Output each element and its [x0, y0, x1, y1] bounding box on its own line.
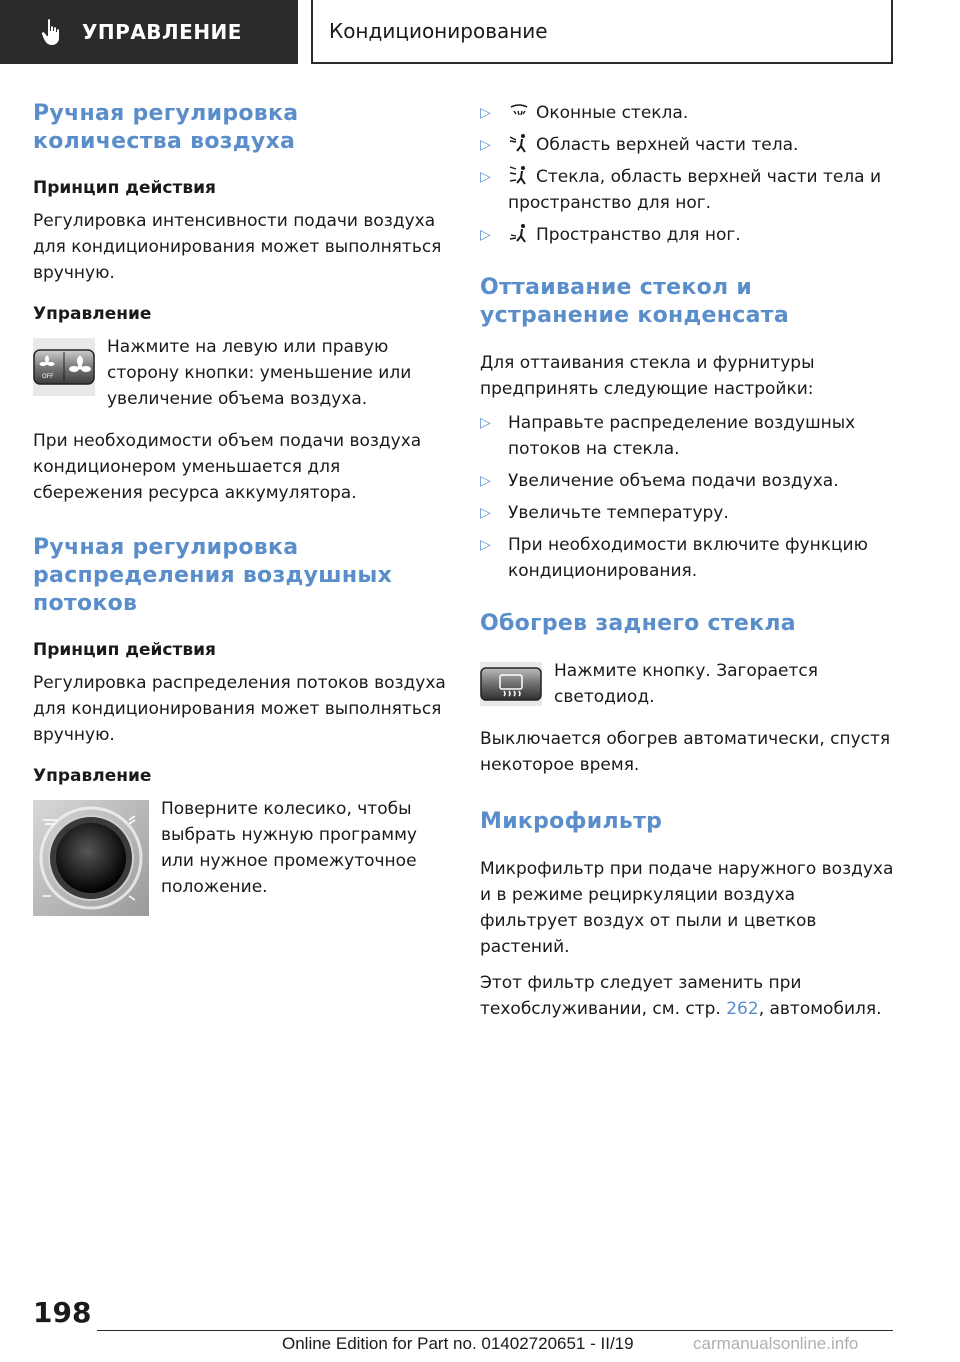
header-chapter-box: [311, 0, 893, 64]
list-item: ▷ При необходимости включите функцию кондиционирования.: [480, 532, 898, 584]
list-item: ▷ Стекла, область верхней части тела и пространство для ног.: [480, 164, 898, 216]
rear-window-heating-button-image: [480, 662, 542, 706]
triangle-bullet-icon: ▷: [480, 505, 491, 521]
upper-body-icon: [508, 133, 530, 153]
paragraph-battery: При необходимости объем подачи воздуха кондиционером уменьшается для сбережения ресурса аккумулятора.: [33, 431, 422, 503]
section-heading-air-volume: Ручная регулировка количества воздуха: [33, 101, 299, 154]
windshield-icon: [508, 103, 530, 121]
triangle-bullet-icon: ▷: [480, 473, 491, 489]
footer-edition: Online Edition for Part no. 01402720651 - II/19: [282, 1334, 634, 1353]
section-heading-defrost: Оттаивание стекол и устранение конденсата: [480, 275, 789, 328]
paragraph-principle-1: Регулировка интенсивности подачи воздуха для кондиционирования может выполняться вручную.: [33, 211, 442, 283]
subheading-principle-2: Принцип действия: [33, 640, 216, 660]
triangle-bullet-icon: ▷: [480, 169, 491, 185]
list-item: ▷ Пространство для ног.: [480, 222, 898, 248]
page-number: 198: [33, 1296, 92, 1329]
paragraph-principle-2: Регулировка распределения потоков воздуха для кондиционирования может выполняться вручную.: [33, 673, 446, 745]
section-heading-air-distribution: Ручная регулировка распределения воздушных потоков: [33, 535, 393, 616]
hand-pointer-icon: [40, 18, 64, 46]
watermark: carmanualsonline.info: [693, 1334, 859, 1353]
paragraph-microfilter-2: Этот фильтр следует заменить при техобслуживании, см. стр. 262, автомобиля.: [480, 973, 882, 1019]
right-column: [480, 100, 898, 1038]
paragraph-control-1: Нажмите на левую или правую сторону кнопки: уменьшение или увеличение объема воздуха.: [107, 337, 412, 409]
footer-divider: [97, 1330, 893, 1331]
triangle-bullet-icon: ▷: [480, 227, 491, 243]
fan-button-image: [33, 338, 95, 396]
header-section-tab: [0, 0, 298, 64]
paragraph-rear-press: Нажмите кнопку. Загорается светодиод.: [554, 661, 818, 707]
list-item: ▷ Оконные стекла.: [480, 100, 898, 126]
subheading-principle-1: Принцип действия: [33, 178, 216, 198]
chapter-title: Кондиционирование: [329, 19, 548, 43]
subheading-control-1: Управление: [33, 304, 152, 324]
defrost-steps-list: [480, 410, 898, 584]
triangle-bullet-icon: ▷: [480, 105, 491, 121]
page-reference-link[interactable]: 262: [726, 999, 759, 1019]
section-title: УПРАВЛЕНИЕ: [82, 20, 242, 44]
list-item: ▷ Увеличьте температуру.: [480, 500, 898, 526]
triangle-bullet-icon: ▷: [480, 415, 491, 431]
subheading-control-2: Управление: [33, 766, 152, 786]
list-item: ▷ Область верхней части тела.: [480, 132, 898, 158]
section-heading-microfilter: Микрофильтр: [480, 809, 663, 834]
paragraph-rear-auto-off: Выключается обогрев автоматически, спустя некоторое время.: [480, 729, 891, 775]
distribution-modes-list: [480, 100, 898, 248]
paragraph-microfilter-1: Микрофильтр при подаче наружного воздуха и в режиме рециркуляции воздуха фильтрует воздух от пыли и цветков растений.: [480, 859, 894, 957]
distribution-knob-image: [33, 800, 149, 916]
svg-text:OFF: OFF: [42, 373, 54, 380]
triangle-bullet-icon: ▷: [480, 537, 491, 553]
footwell-icon: [508, 223, 530, 243]
fan-button-block: [33, 334, 451, 412]
list-item: ▷ Увеличение объема подачи воздуха.: [480, 468, 898, 494]
left-column: [33, 100, 451, 936]
paragraph-defrost-intro: Для оттаивания стекла и фурнитуры предпринять следующие настройки:: [480, 353, 815, 399]
windshield-upper-body-footwell-icon: [508, 165, 530, 185]
paragraph-control-2: Поверните колесико, чтобы выбрать нужную программу или нужное промежуточное положение.: [161, 799, 417, 897]
section-heading-rear-window: Обогрев заднего стекла: [480, 611, 796, 636]
distribution-knob-block: [33, 796, 451, 920]
rear-defrost-block: [480, 658, 898, 710]
triangle-bullet-icon: ▷: [480, 137, 491, 153]
list-item: ▷ Направьте распределение воздушных потоков на стекла.: [480, 410, 898, 462]
